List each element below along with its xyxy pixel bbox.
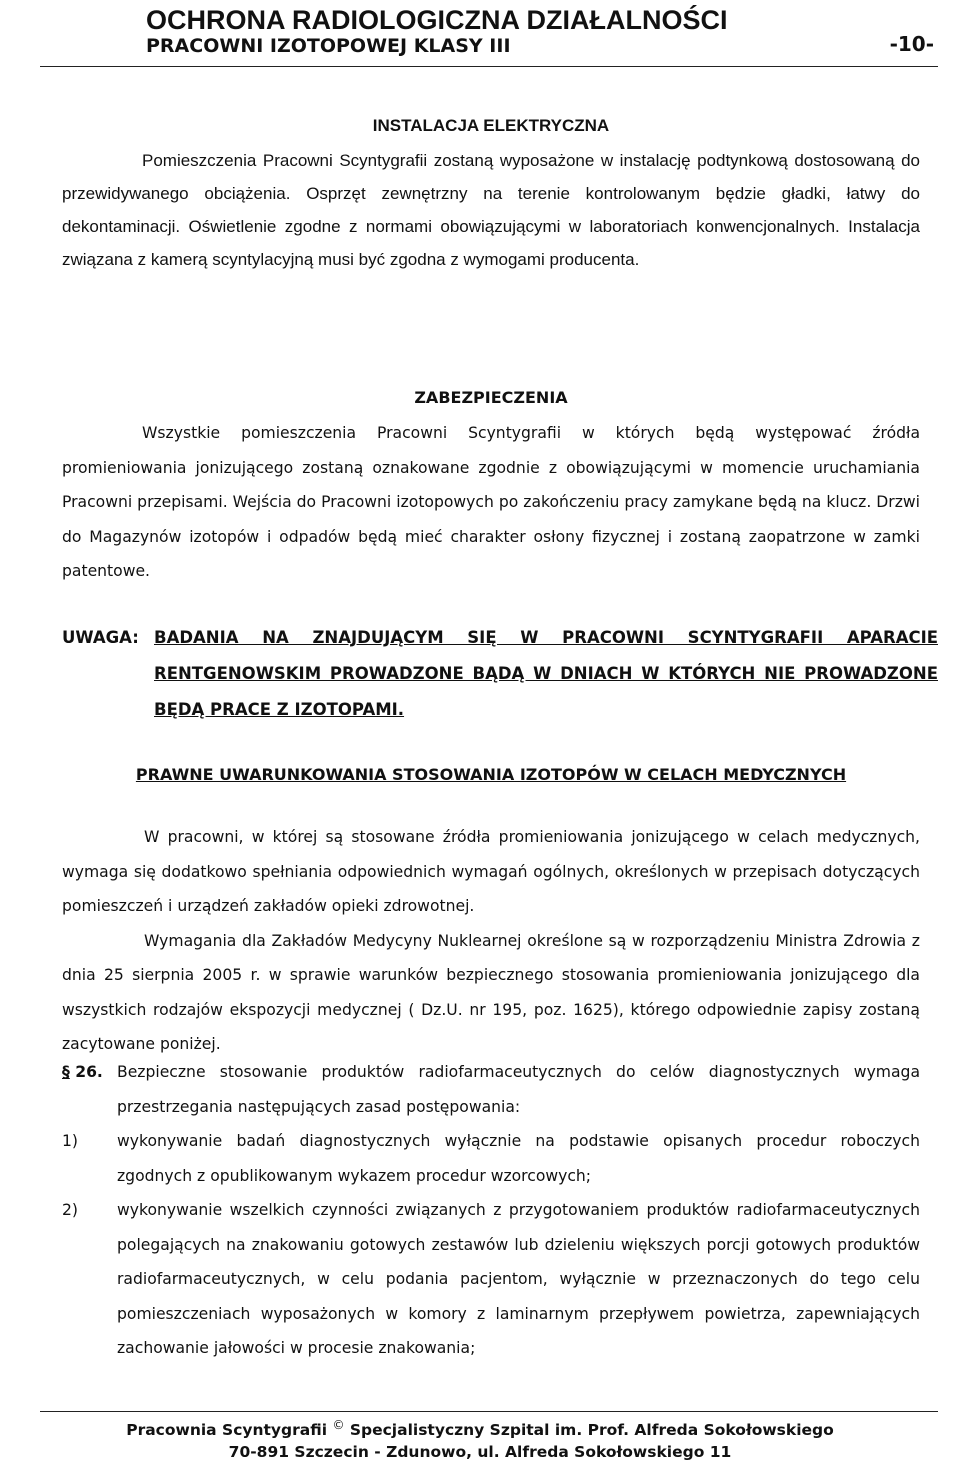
section-heading-electrical: INSTALACJA ELEKTRYCZNA (372, 116, 610, 135)
paragraph-26-label: 26. (75, 1063, 103, 1081)
footer-divider (40, 1411, 938, 1412)
list-item (62, 1193, 920, 1366)
copyright-icon: © (332, 1418, 345, 1432)
list-item (62, 1124, 920, 1193)
document-subtitle: PRACOWNI IZOTOPOWEJ KLASY III (146, 35, 511, 57)
section-heading-legal: PRAWNE UWARUNKOWANIA STOSOWANIA IZOTOPÓW W CELACH MEDYCZNYCH (135, 765, 847, 784)
paragraph-26 (62, 1055, 920, 1366)
section-legal (62, 758, 920, 1062)
section-security (62, 380, 920, 589)
list-item-text: wykonywanie badań diagnostycznych wyłącznie na podstawie opisanych procedur roboczych zgodnych z opublikowanym wykazem procedur wzorcowych; (117, 1132, 920, 1185)
footer-unit: Pracownia Scyntygrafii (126, 1421, 328, 1440)
section-heading-security: ZABEZPIECZENIA (414, 388, 568, 407)
paragraph-26-text: Bezpieczne stosowanie produktów radiofarmaceutycznych do celów diagnostycznych wymaga przestrzegania następujących zasad postępowania: (117, 1063, 920, 1116)
legal-paragraph-2: Wymagania dla Zakładów Medycyny Nuklearnej określone są w rozporządzeniu Ministra Zdrowia z dnia 25 sierpnia 2005 r. w sprawie warunków bezpiecznego stosowania promieniowania jonizującego dla wszystkich rodzajów ekspozycji medycznej ( Dz.U. nr 195, poz. 1625), którego odpowiednie zapisy zostaną zacytowane poniżej. (62, 931, 920, 1053)
section-text-security: Wszystkie pomieszczenia Pracowni Scyntygrafii w których będą występować źródła promieniowania jonizującego zostaną oznakowane zgodnie z obowiązującymi w momencie uruchamiania Pracowni przepisami. Wejścia do Pracowni izotopowych po zakończeniu pracy zamykane będą na klucz. Drzwi do Magazynów izotopów i odpadów będą mieć charakter osłony fizycznej i zostaną zaopatrzone w zamki patentowe. (62, 424, 920, 580)
page-number: -10- (889, 32, 934, 56)
header-divider (40, 66, 938, 67)
list-item-number: 2) (62, 1201, 79, 1219)
page-footer (0, 1414, 960, 1463)
paragraph-26-number (62, 1055, 103, 1090)
section-electrical-installation (62, 108, 920, 276)
footer-hospital: Specjalistyczny Szpital im. Prof. Alfreda Sokołowskiego (349, 1421, 834, 1440)
section-sign-icon: § (62, 1063, 70, 1081)
warning-label: UWAGA: (62, 628, 139, 647)
warning-text: BADANIA NA ZNAJDUJĄCYM SIĘ W PRACOWNI SCYNTYGRAFII APARACIE RENTGENOWSKIM PROWADZONE BĄDĄ W DNIACH W KTÓRYCH NIE PROWADZONE BĘDĄ PRACE Z IZOTOPAMI. (154, 628, 938, 719)
section-text-electrical: Pomieszczenia Pracowni Scyntygrafii zostaną wyposażone w instalację podtynkową dostosowaną do przewidywanego obciążenia. Osprzęt zewnętrzny na terenie kontrolowanym będzie gładki, łatwy do dekontaminacji. Oświetlenie zgodne z normami obowiązującymi w laboratoriach konwencjonalnych. Instalacja związana z kamerą scyntylacyjną musi być zgodna z wymogami producenta. (62, 151, 920, 269)
list-item-text: wykonywanie wszelkich czynności związanych z przygotowaniem produktów radiofarmaceutycznych polegających na znakowaniu gotowych zestawów lub dzieleniu większych porcji gotowych produktów radiofarmaceutycznych, w celu podania pacjentom, wyłącznie w przeznaczonych do tego celu pomieszczeniach wyposażonych w komory z laminarnym przepływem powietrza, zapewniających zachowanie jałowości w procesie znakowania; (117, 1201, 920, 1357)
footer-address: 70-891 Szczecin - Zdunowo, ul. Alfreda Sokołowskiego 11 (228, 1443, 732, 1462)
footer-line-1 (0, 1414, 960, 1441)
list-item-number: 1) (62, 1132, 79, 1150)
document-title: OCHRONA RADIOLOGICZNA DZIAŁALNOŚCI (146, 5, 728, 35)
paragraph-26-intro (62, 1055, 920, 1124)
legal-paragraph-1: W pracowni, w której są stosowane źródła promieniowania jonizującego w celach medycznych, wymaga się dodatkowo spełniania odpowiednich wymagań ogólnych, określonych w przepisach dotyczących pomieszczeń i urządzeń zakładów opieki zdrowotnej. (62, 828, 920, 915)
